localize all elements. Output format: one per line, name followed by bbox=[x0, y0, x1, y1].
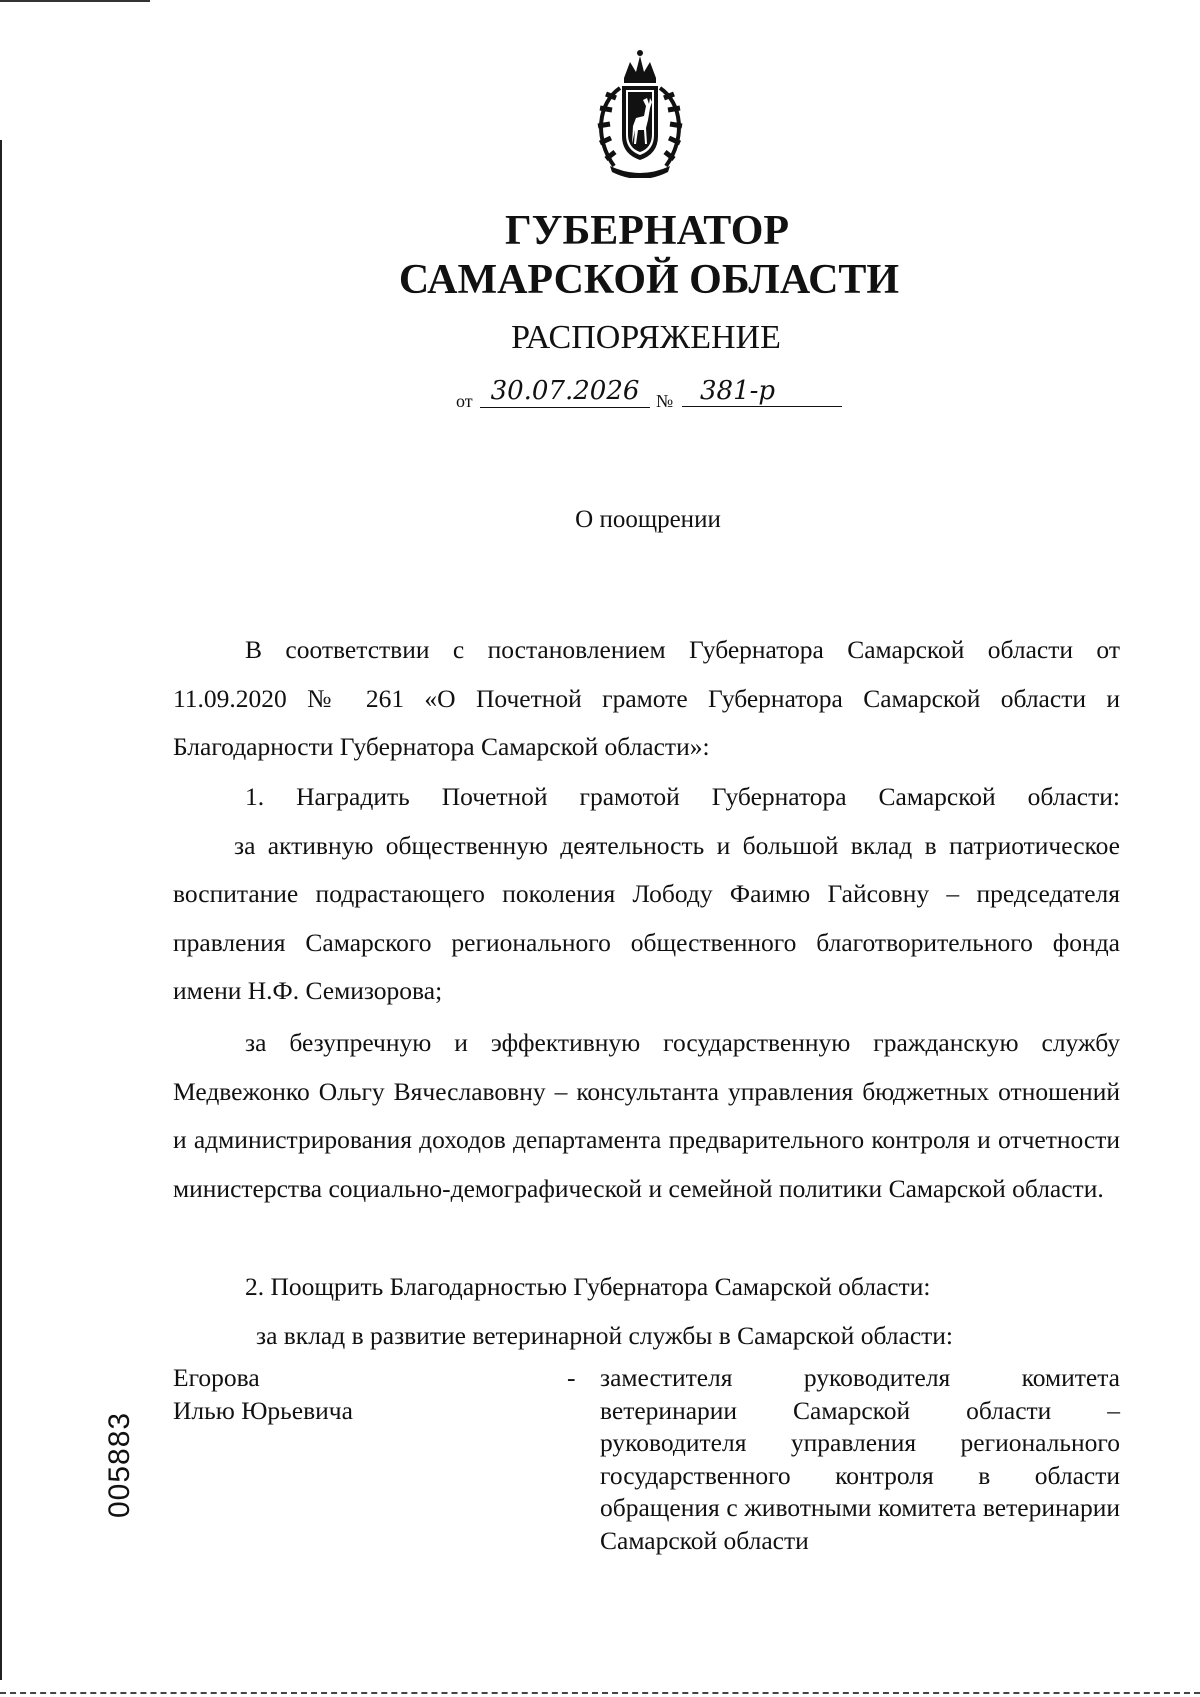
awardee-dash: - bbox=[567, 1363, 576, 1392]
item1-block bbox=[173, 773, 1120, 1016]
scan-edge-bottom bbox=[0, 1692, 1200, 1694]
preamble-paragraph: В соответствии с постановлением Губернатора Самарской области от 11.09.2020 № 261 «О Почетной грамоте Губернатора Самарской области и Благодарности Губернатора Самарской области»: bbox=[173, 635, 1120, 761]
item1-award-b: за безупречную и эффективную государственную гражданскую службу Медвежонко Ольгу Вячеславовну – консультанта управления бюджетных отношений и администрирования доходов департамента предварительного контроля и отчетности министерства социально-демографической и семейной политики Самарской области. bbox=[173, 1028, 1120, 1203]
item2-heading: 2. Поощрить Благодарностью Губернатора Самарской области: bbox=[245, 1272, 931, 1301]
item1-award-a: за активную общественную деятельность и большой вклад в патриотическое воспитание подрастающего поколения Лободу Фаимю Гайсовну – председателя правления Самарского регионального общественного благотворительного фонда имени Н.Ф. Семизорова; bbox=[173, 830, 1120, 1005]
scan-edge-top bbox=[0, 0, 150, 2]
registration-number: 381-р bbox=[682, 377, 842, 407]
item1-heading: 1. Наградить Почетной грамотой Губернатора Самарской области: bbox=[245, 782, 1120, 811]
issuer-title-line1: ГУБЕРНАТОР bbox=[504, 208, 790, 254]
form-serial-number: 005883 bbox=[103, 1411, 136, 1518]
issuer-title-line2: САМАРСКОЙ ОБЛАСТИ bbox=[398, 257, 900, 303]
number-prefix: № bbox=[656, 391, 674, 411]
awardee-position: заместителя руководителя комитета ветеринарии Самарской области – руководителя управления регионального государственного контроля в области обращения с животными комитета ветеринарии Самарской области bbox=[600, 1363, 1120, 1555]
coat-of-arms-icon bbox=[580, 48, 700, 178]
registration-line bbox=[456, 377, 856, 413]
date-prefix: от bbox=[456, 391, 473, 411]
document-subject: О поощрении bbox=[575, 506, 721, 533]
scan-edge-left bbox=[0, 140, 2, 1680]
registration-date: 30.07.2026 bbox=[480, 377, 650, 408]
document-type: РАСПОРЯЖЕНИЕ bbox=[511, 319, 781, 356]
awardee-surname: Егорова bbox=[173, 1363, 260, 1392]
item2-reason: за вклад в развитие ветеринарной службы в Самарской области: bbox=[256, 1321, 954, 1350]
awardee-given-names: Илью Юрьевича bbox=[173, 1395, 353, 1425]
awardee-name bbox=[173, 1362, 533, 1427]
